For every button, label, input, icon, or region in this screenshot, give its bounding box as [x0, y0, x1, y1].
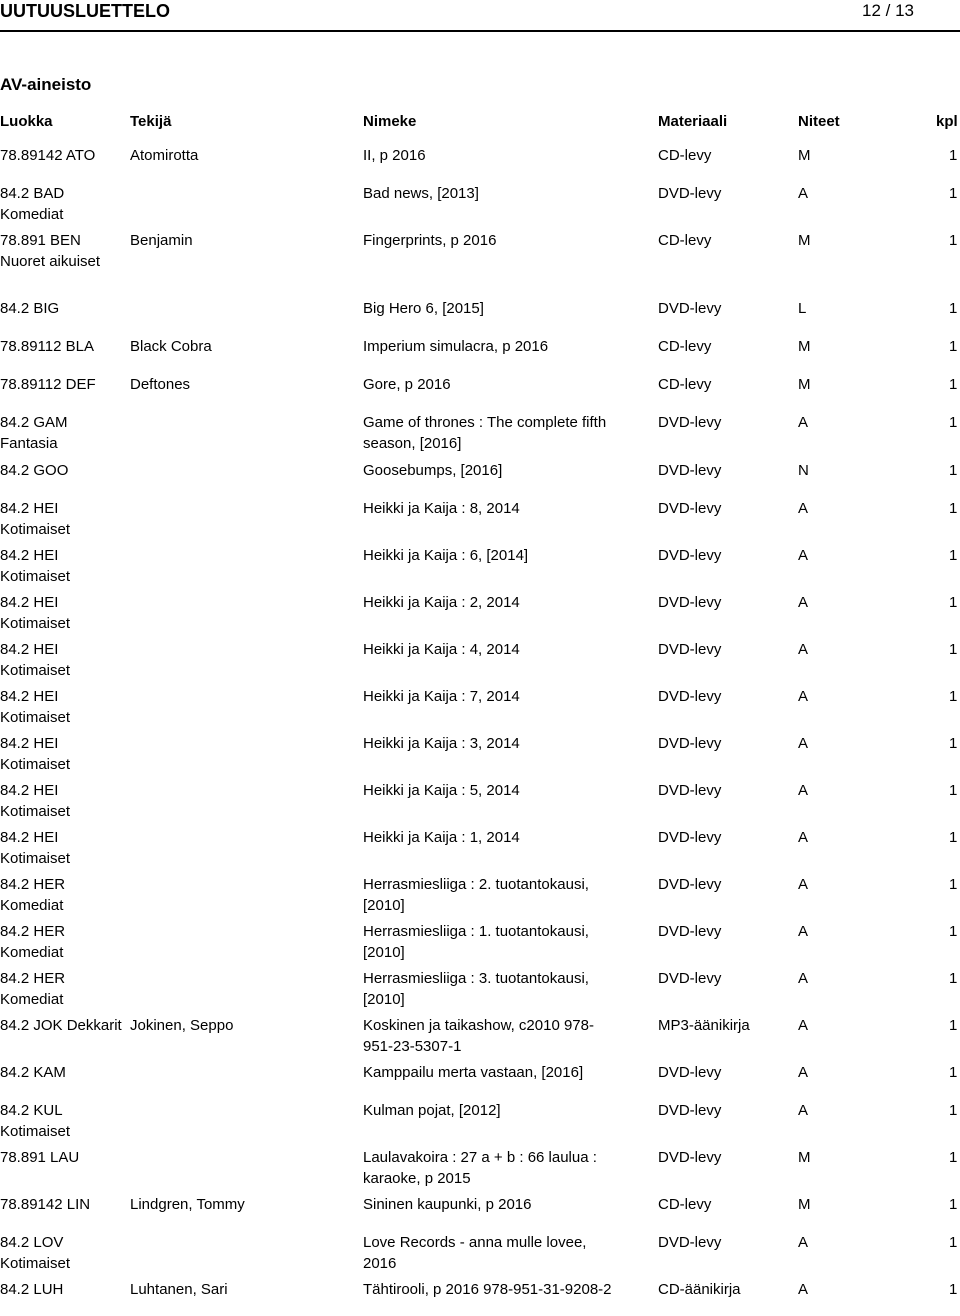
cell-nimeke: Heikki ja Kaija : 2, 2014: [363, 594, 520, 611]
cell-materiaali: DVD-levy: [658, 1064, 722, 1081]
cell-tekija: Lindgren, Tommy: [130, 1196, 245, 1213]
cell-tekija: Luhtanen, Sari: [130, 1281, 228, 1298]
cell-niteet: A: [798, 876, 809, 893]
cell-kpl: 1: [949, 1102, 958, 1119]
cell-niteet: N: [798, 462, 809, 479]
cell-niteet: A: [798, 735, 809, 752]
cell-kpl: 1: [949, 300, 958, 317]
cell-tekija: Benjamin: [130, 232, 193, 249]
cell-luokka: 84.2 HEI Kotimaiset: [0, 735, 71, 773]
cell-materiaali: DVD-levy: [658, 688, 722, 705]
cell-nimeke: Fingerprints, p 2016: [363, 232, 497, 249]
section-title: AV-aineisto: [0, 75, 92, 94]
cell-luokka: 84.2 KAM: [0, 1064, 66, 1081]
cell-materiaali: DVD-levy: [658, 923, 722, 940]
cell-niteet: M: [798, 147, 811, 164]
cell-kpl: 1: [949, 876, 958, 893]
cell-kpl: 1: [949, 500, 958, 517]
cell-materiaali: DVD-levy: [658, 414, 722, 431]
cell-niteet: M: [798, 338, 811, 355]
cell-materiaali: CD-levy: [658, 338, 712, 355]
cell-luokka: 84.2 LOV Kotimaiset: [0, 1234, 71, 1272]
cell-kpl: 1: [949, 688, 958, 705]
cell-luokka: 84.2 LUH: [0, 1281, 64, 1298]
cell-nimeke: Heikki ja Kaija : 6, [2014]: [363, 547, 529, 564]
cell-materiaali: DVD-levy: [658, 970, 722, 987]
cell-nimeke: Heikki ja Kaija : 1, 2014: [363, 829, 520, 846]
cell-nimeke: Heikki ja Kaija : 5, 2014: [363, 782, 520, 799]
cell-kpl: 1: [949, 462, 958, 479]
cell-materiaali: DVD-levy: [658, 300, 722, 317]
cell-luokka: 84.2 HEI Kotimaiset: [0, 547, 71, 585]
cell-materiaali: CD-levy: [658, 376, 712, 393]
cell-kpl: 1: [949, 338, 958, 355]
cell-materiaali: CD-äänikirja: [658, 1281, 741, 1298]
cell-nimeke: Goosebumps, [2016]: [363, 462, 503, 479]
cell-kpl: 1: [949, 232, 958, 249]
cell-kpl: 1: [949, 1064, 958, 1081]
cell-materiaali: DVD-levy: [658, 782, 722, 799]
cell-materiaali: DVD-levy: [658, 594, 722, 611]
cell-luokka: 78.891 BEN Nuoret aikuiset: [0, 232, 101, 270]
cell-niteet: M: [798, 376, 811, 393]
cell-kpl: 1: [949, 1234, 958, 1251]
cell-niteet: A: [798, 1017, 809, 1034]
cell-luokka: 78.89112 DEF: [0, 376, 96, 393]
cell-luokka: 84.2 HEI Kotimaiset: [0, 500, 71, 538]
cell-luokka: 78.89142 ATO: [0, 147, 96, 164]
cell-kpl: 1: [949, 735, 958, 752]
col-header-tekija: Tekijä: [130, 113, 172, 130]
cell-kpl: 1: [949, 185, 958, 202]
cell-niteet: A: [798, 1281, 809, 1298]
cell-niteet: A: [798, 1234, 809, 1251]
page-number: 12 / 13: [862, 1, 914, 20]
cell-nimeke: Big Hero 6, [2015]: [363, 300, 484, 317]
cell-kpl: 1: [949, 782, 958, 799]
cell-kpl: 1: [949, 923, 958, 940]
col-header-niteet: Niteet: [798, 113, 840, 130]
cell-materiaali: DVD-levy: [658, 829, 722, 846]
cell-materiaali: DVD-levy: [658, 500, 722, 517]
cell-niteet: A: [798, 782, 809, 799]
cell-nimeke: Sininen kaupunki, p 2016: [363, 1196, 532, 1213]
cell-luokka: 84.2 HEI Kotimaiset: [0, 594, 71, 632]
cell-niteet: A: [798, 829, 809, 846]
cell-materiaali: DVD-levy: [658, 641, 722, 658]
cell-kpl: 1: [949, 147, 958, 164]
cell-materiaali: CD-levy: [658, 232, 712, 249]
cell-luokka: 84.2 HER Komediat: [0, 923, 66, 961]
cell-nimeke: Laulavakoira : 27 a + b : 66 laulua : karaoke, p 2015: [363, 1149, 597, 1187]
cell-kpl: 1: [949, 1281, 958, 1298]
cell-niteet: M: [798, 232, 811, 249]
cell-tekija: Black Cobra: [130, 338, 212, 355]
cell-niteet: A: [798, 923, 809, 940]
cell-niteet: A: [798, 688, 809, 705]
cell-kpl: 1: [949, 414, 958, 431]
header-rule: [0, 30, 960, 32]
cell-nimeke: Heikki ja Kaija : 7, 2014: [363, 688, 520, 705]
cell-luokka: 84.2 HEI Kotimaiset: [0, 782, 71, 820]
cell-luokka: 84.2 HER Komediat: [0, 970, 66, 1008]
cell-nimeke: Love Records - anna mulle lovee, 2016: [363, 1234, 587, 1272]
page-title: UUTUUSLUETTELO: [0, 1, 170, 21]
cell-luokka: 84.2 HEI Kotimaiset: [0, 829, 71, 867]
cell-nimeke: Kamppailu merta vastaan, [2016]: [363, 1064, 584, 1081]
cell-niteet: L: [798, 300, 807, 317]
cell-niteet: A: [798, 547, 809, 564]
cell-materiaali: DVD-levy: [658, 547, 722, 564]
cell-luokka: 78.89142 LIN: [0, 1196, 91, 1213]
cell-kpl: 1: [949, 376, 958, 393]
cell-kpl: 1: [949, 641, 958, 658]
cell-luokka: 78.89112 BLA: [0, 338, 94, 355]
cell-luokka: 84.2 BIG: [0, 300, 60, 317]
cell-luokka: 84.2 JOK Dekkarit: [0, 1017, 122, 1034]
cell-materiaali: DVD-levy: [658, 1234, 722, 1251]
cell-nimeke: Gore, p 2016: [363, 376, 451, 393]
cell-materiaali: MP3-äänikirja: [658, 1017, 750, 1034]
cell-materiaali: CD-levy: [658, 1196, 712, 1213]
cell-nimeke: Tähtirooli, p 2016 978-951-31-9208-2: [363, 1281, 612, 1298]
cell-nimeke: Bad news, [2013]: [363, 185, 479, 202]
cell-luokka: 84.2 KUL Kotimaiset: [0, 1102, 71, 1140]
col-header-nimeke: Nimeke: [363, 113, 417, 130]
cell-niteet: A: [798, 1102, 809, 1119]
cell-nimeke: Imperium simulacra, p 2016: [363, 338, 549, 355]
cell-kpl: 1: [949, 970, 958, 987]
cell-niteet: A: [798, 970, 809, 987]
cell-kpl: 1: [949, 1017, 958, 1034]
cell-niteet: A: [798, 641, 809, 658]
cell-niteet: M: [798, 1149, 811, 1166]
cell-nimeke: Heikki ja Kaija : 8, 2014: [363, 500, 520, 517]
cell-nimeke: Kulman pojat, [2012]: [363, 1102, 501, 1119]
cell-luokka: 84.2 HEI Kotimaiset: [0, 688, 71, 726]
cell-kpl: 1: [949, 547, 958, 564]
cell-kpl: 1: [949, 829, 958, 846]
cell-kpl: 1: [949, 1196, 958, 1213]
cell-materiaali: DVD-levy: [658, 876, 722, 893]
cell-nimeke: Koskinen ja taikashow, c2010 978-951-23-5307-1: [363, 1017, 594, 1055]
cell-luokka: 84.2 GAM Fantasia: [0, 414, 68, 452]
cell-niteet: A: [798, 500, 809, 517]
col-header-luokka: Luokka: [0, 113, 53, 130]
col-header-materiaali: Materiaali: [658, 113, 728, 130]
cell-luokka: 78.891 LAU: [0, 1149, 80, 1166]
cell-nimeke: Herrasmiesliiga : 3. tuotantokausi, [2010]: [363, 970, 589, 1008]
cell-tekija: Deftones: [130, 376, 191, 393]
cell-tekija: Jokinen, Seppo: [130, 1017, 234, 1034]
cell-luokka: 84.2 GOO: [0, 462, 69, 479]
cell-tekija: Atomirotta: [130, 147, 199, 164]
cell-nimeke: Herrasmiesliiga : 1. tuotantokausi, [2010]: [363, 923, 589, 961]
cell-luokka: 84.2 HER Komediat: [0, 876, 66, 914]
cell-materiaali: DVD-levy: [658, 735, 722, 752]
cell-niteet: A: [798, 1064, 809, 1081]
cell-niteet: A: [798, 594, 809, 611]
cell-nimeke: II, p 2016: [363, 147, 426, 164]
cell-nimeke: Game of thrones : The complete fifth season, [2016]: [363, 414, 607, 452]
cell-nimeke: Herrasmiesliiga : 2. tuotantokausi, [2010]: [363, 876, 589, 914]
col-header-kpl: kpl: [936, 113, 958, 130]
cell-kpl: 1: [949, 1149, 958, 1166]
cell-niteet: A: [798, 185, 809, 202]
cell-materiaali: CD-levy: [658, 147, 712, 164]
cell-materiaali: DVD-levy: [658, 1102, 722, 1119]
cell-niteet: M: [798, 1196, 811, 1213]
cell-luokka: 84.2 BAD Komediat: [0, 185, 65, 223]
cell-kpl: 1: [949, 594, 958, 611]
cell-materiaali: DVD-levy: [658, 1149, 722, 1166]
cell-niteet: A: [798, 414, 809, 431]
cell-materiaali: DVD-levy: [658, 185, 722, 202]
cell-luokka: 84.2 HEI Kotimaiset: [0, 641, 71, 679]
cell-materiaali: DVD-levy: [658, 462, 722, 479]
cell-nimeke: Heikki ja Kaija : 4, 2014: [363, 641, 520, 658]
cell-nimeke: Heikki ja Kaija : 3, 2014: [363, 735, 520, 752]
